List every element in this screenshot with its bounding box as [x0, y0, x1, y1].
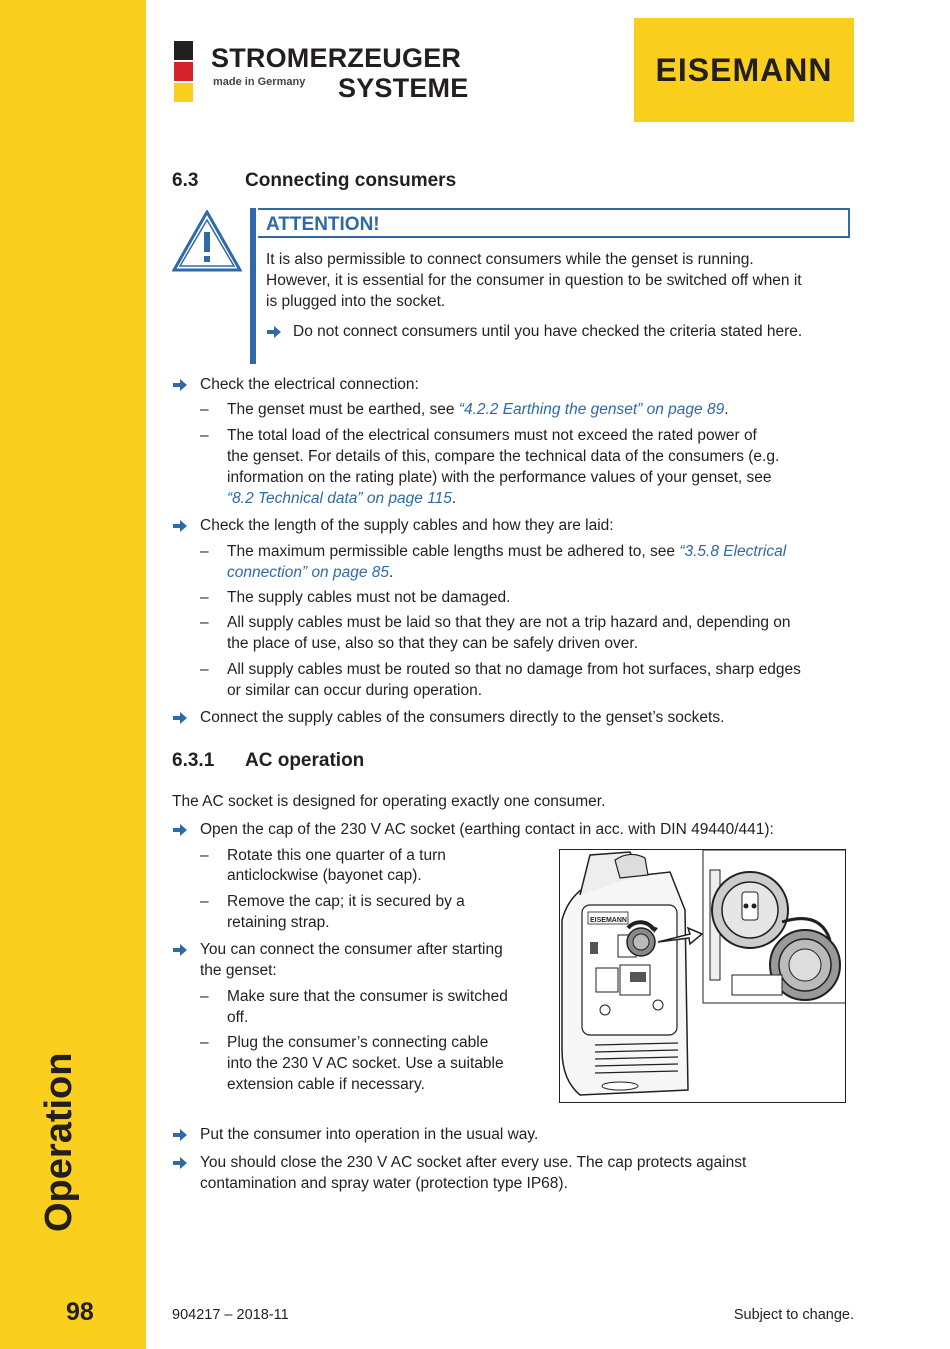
section-number: 6.3 — [172, 170, 199, 191]
section-title: Connecting consumers — [245, 170, 457, 191]
ac-intro: The AC socket is designed for operating exactly one consumer. — [172, 793, 606, 810]
brand-name: EISEMANN — [655, 51, 833, 88]
dash-bullet: – — [200, 988, 209, 1005]
footer-note: Subject to change. — [733, 1307, 854, 1323]
dash-bullet: – — [200, 427, 209, 444]
subsection-heading — [172, 750, 364, 772]
attention-bar — [250, 208, 256, 364]
link-earthing[interactable]: “4.2.2 Earthing the genset” on page 89 — [458, 401, 725, 418]
step-operate: Put the consumer into operation in the usual way. — [200, 1126, 539, 1143]
footer-doc-id: 904217 – 2018-11 — [172, 1307, 289, 1323]
attention-instruction: Do not connect consumers until you have checked the criteria stated here. — [293, 323, 803, 340]
right-arrow-icon — [173, 1157, 187, 1169]
right-arrow-icon — [173, 944, 187, 956]
punct: . — [389, 564, 394, 581]
side-section-label: Operation — [38, 1052, 80, 1232]
figure-brand-label: EISEMANN — [590, 917, 627, 924]
logo-title-line1: STROMERZEUGER — [211, 43, 462, 73]
step-connect-cables: Connect the supply cables of the consumers directly to the genset’s sockets. — [200, 709, 725, 726]
right-arrow-icon — [173, 1129, 187, 1141]
bullet-switched-off-line2: off. — [227, 1009, 249, 1026]
link-electrical-connection-page[interactable]: connection” on page 85 — [227, 564, 390, 581]
right-arrow-icon — [267, 326, 281, 338]
link-technical-data[interactable]: “8.2 Technical data” on page 115 — [227, 490, 452, 507]
bullet-switched-off-line1: Make sure that the consumer is switched — [227, 988, 508, 1005]
dash-bullet: – — [200, 543, 209, 560]
step-check-cables: Check the length of the supply cables and how they are laid: — [200, 517, 614, 534]
section-heading — [172, 170, 456, 192]
link-electrical-connection[interactable]: “3.5.8 Electrical — [679, 543, 787, 560]
german-flag-logo — [174, 41, 193, 104]
warning-triangle-icon — [172, 210, 242, 272]
step-check-electrical: Check the electrical connection: — [200, 376, 419, 393]
bullet-load-line3: information on the rating plate) with the performance values of your genset, see — [227, 469, 772, 486]
step-connect-line2: the genset: — [200, 962, 277, 979]
punct: . — [451, 490, 457, 507]
punct: . — [724, 401, 729, 418]
step-close-line1: You should close the 230 V AC socket after every use. The cap protects against — [200, 1154, 747, 1171]
bullet-load-line4 — [227, 488, 456, 509]
logo-title-line2: SYSTEME — [338, 73, 469, 103]
right-arrow-icon — [173, 379, 187, 391]
attention-title: ATTENTION! — [258, 208, 850, 238]
bullet-earthed — [227, 399, 729, 420]
bullet-load-line1: The total load of the electrical consumers must not exceed the rated power of — [227, 427, 757, 444]
bullet-cable-length-line2 — [227, 562, 393, 583]
logo-made-in: made in Germany — [213, 76, 306, 88]
dash-bullet: – — [200, 847, 209, 864]
bullet-plug-line1: Plug the consumer’s connecting cable — [227, 1034, 489, 1051]
bullet-trip-line1: All supply cables must be laid so that they are not a trip hazard and, depending on — [227, 614, 791, 631]
right-arrow-icon — [173, 824, 187, 836]
dash-bullet: – — [200, 401, 209, 418]
right-arrow-icon — [173, 520, 187, 532]
subsection-number: 6.3.1 — [172, 750, 215, 771]
page-number: 98 — [66, 1298, 94, 1326]
bullet-plug-line2: into the 230 V AC socket. Use a suitable — [227, 1055, 504, 1072]
step-close-line2: contamination and spray water (protection type IP68). — [200, 1175, 568, 1192]
bullet-trip-line2: the place of use, also so that they can be safely driven over. — [227, 635, 638, 652]
bullet-rotate-line1: Rotate this one quarter of a turn — [227, 847, 446, 864]
attention-line-1: It is also permissible to connect consumers while the genset is running. — [266, 251, 754, 268]
bullet-not-damaged: The supply cables must not be damaged. — [227, 589, 511, 606]
step-connect-line1: You can connect the consumer after starting — [200, 941, 503, 958]
dash-bullet: – — [200, 661, 209, 678]
bullet-routed-line2: or similar can occur during operation. — [227, 682, 483, 699]
dash-bullet: – — [200, 893, 209, 910]
bullet-routed-line1: All supply cables must be routed so that no damage from hot surfaces, sharp edges — [227, 661, 801, 678]
bullet-cable-length-line1 — [227, 541, 786, 562]
bullet-rotate-line2: anticlockwise (bayonet cap). — [227, 867, 422, 884]
brand-logo — [634, 18, 854, 122]
dash-bullet: – — [200, 589, 209, 606]
bullet-cable-length-text: The maximum permissible cable lengths must be adhered to, see — [227, 543, 680, 560]
step-open-cap: Open the cap of the 230 V AC socket (earthing contact in acc. with DIN 49440/441): — [200, 821, 774, 838]
bullet-load-line2: the genset. For details of this, compare the technical data of the consumers (e.g. — [227, 448, 780, 465]
genset-illustration — [560, 850, 846, 1103]
bullet-remove-line2: retaining strap. — [227, 914, 330, 931]
right-arrow-icon — [173, 712, 187, 724]
bullet-earthed-text: The genset must be earthed, see — [227, 401, 459, 418]
attention-line-3: is plugged into the socket. — [266, 293, 446, 310]
bullet-plug-line3: extension cable if necessary. — [227, 1076, 425, 1093]
bullet-remove-line1: Remove the cap; it is secured by a — [227, 893, 465, 910]
subsection-title: AC operation — [245, 750, 365, 771]
dash-bullet: – — [200, 1034, 209, 1051]
dash-bullet: – — [200, 614, 209, 631]
attention-line-2: However, it is essential for the consumer in question to be switched off when it — [266, 272, 802, 289]
genset-socket-figure — [559, 849, 846, 1103]
